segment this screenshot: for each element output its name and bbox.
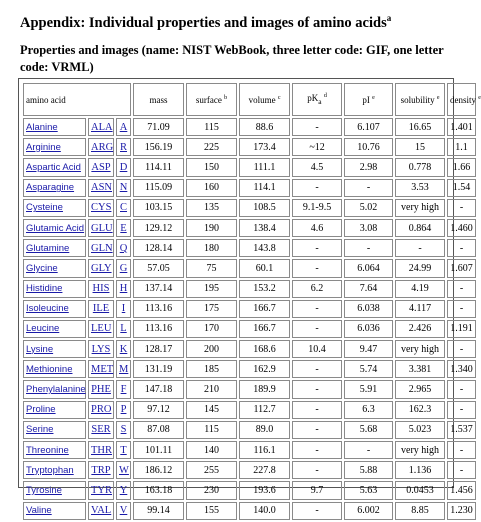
amino-acid-name-link[interactable]: Isoleucine	[26, 303, 69, 315]
volume-cell: 112.7	[239, 401, 290, 419]
gif-code-cell	[88, 401, 114, 419]
amino-acid-name-cell	[23, 481, 86, 499]
header-pka: $pK_a$ $^d$	[292, 83, 342, 116]
pi-cell: 5.02	[344, 199, 393, 217]
amino-acid-name-link[interactable]: Asparagine	[26, 182, 75, 194]
vrml-letter-cell	[116, 461, 131, 479]
gif-code-link[interactable]: TRP	[91, 464, 111, 476]
pi-cell: 6.3	[344, 401, 393, 419]
amino-acid-name-link[interactable]: Proline	[26, 404, 56, 416]
mass-cell: 129.12	[133, 219, 184, 237]
pka-cell: 9.7	[292, 481, 342, 499]
mass-cell: 113.16	[133, 300, 184, 318]
vrml-letter-link[interactable]: R	[120, 141, 128, 153]
solubility-cell: 2.965	[395, 380, 445, 398]
pka-cell: 4.6	[292, 219, 342, 237]
gif-code-link[interactable]: PHE	[91, 384, 111, 396]
header-surface: surface $^b$	[186, 83, 237, 116]
pka-cell: ~12	[292, 138, 342, 156]
table-row	[23, 360, 476, 378]
volume-cell: 89.0	[239, 421, 290, 439]
density-cell: -	[447, 401, 476, 419]
vrml-letter-cell	[116, 481, 131, 499]
amino-acid-name-link[interactable]: Lysine	[26, 343, 54, 355]
solubility-cell: 4.117	[395, 300, 445, 318]
pka-cell: -	[292, 360, 342, 378]
pka-cell: 9.1-9.5	[292, 199, 342, 217]
vrml-letter-cell	[116, 259, 131, 277]
density-cell: -	[447, 280, 476, 298]
pi-cell: 3.08	[344, 219, 393, 237]
amino-acid-name-cell	[23, 320, 86, 338]
mass-cell: 128.14	[133, 239, 184, 257]
amino-acid-name-cell	[23, 179, 86, 197]
table-row	[23, 380, 476, 398]
amino-acid-name-cell	[23, 118, 86, 136]
volume-cell: 162.9	[239, 360, 290, 378]
table-row	[23, 441, 476, 459]
surface-cell: 150	[186, 158, 237, 176]
pka-cell: -	[292, 421, 342, 439]
density-cell: 1.54	[447, 179, 476, 197]
surface-cell: 200	[186, 340, 237, 358]
vrml-letter-link[interactable]: C	[120, 202, 128, 214]
vrml-letter-cell	[116, 239, 131, 257]
amino-acid-name-link[interactable]: Cysteine	[26, 202, 63, 214]
table-row	[23, 502, 476, 520]
vrml-letter-link[interactable]: F	[120, 384, 127, 396]
amino-acid-name-cell	[23, 401, 86, 419]
vrml-letter-cell	[116, 280, 131, 298]
amino-acid-name-cell	[23, 259, 86, 277]
mass-cell: 97.12	[133, 401, 184, 419]
vrml-letter-cell	[116, 219, 131, 237]
gif-code-link[interactable]: LYS	[91, 343, 111, 355]
gif-code-link[interactable]: GLU	[91, 222, 113, 234]
solubility-cell: 24.99	[395, 259, 445, 277]
pi-cell: 5.74	[344, 360, 393, 378]
amino-acid-name-cell	[23, 461, 86, 479]
solubility-cell: very high	[395, 441, 445, 459]
density-cell: 1.66	[447, 158, 476, 176]
vrml-letter-link[interactable]: N	[119, 182, 128, 194]
gif-code-cell	[88, 300, 114, 318]
surface-cell: 230	[186, 481, 237, 499]
volume-cell: 111.1	[239, 158, 290, 176]
density-cell: -	[447, 300, 476, 318]
gif-code-cell	[88, 118, 114, 136]
volume-cell: 168.6	[239, 340, 290, 358]
pka-cell: -	[292, 259, 342, 277]
volume-cell: 60.1	[239, 259, 290, 277]
gif-code-link[interactable]: TYR	[91, 484, 112, 496]
pi-cell: 6.036	[344, 320, 393, 338]
table-row	[23, 340, 476, 358]
amino-acid-name-link[interactable]: Glutamic Acid	[26, 222, 85, 234]
solubility-cell: very high	[395, 340, 445, 358]
amino-acid-name-cell	[23, 199, 86, 217]
vrml-letter-cell	[116, 401, 131, 419]
surface-cell: 75	[186, 259, 237, 277]
pi-cell: 6.064	[344, 259, 393, 277]
surface-cell: 135	[186, 199, 237, 217]
amino-acid-name-cell	[23, 441, 86, 459]
gif-code-cell	[88, 360, 114, 378]
header-mass: mass	[133, 83, 184, 116]
density-cell: -	[447, 380, 476, 398]
pka-cell: -	[292, 441, 342, 459]
gif-code-link[interactable]: CYS	[91, 202, 112, 214]
table-row	[23, 401, 476, 419]
amino-acid-name-cell	[23, 380, 86, 398]
table-row	[23, 280, 476, 298]
gif-code-link[interactable]: PRO	[91, 404, 112, 416]
volume-cell: 166.7	[239, 320, 290, 338]
table-row	[23, 138, 476, 156]
solubility-cell: 0.778	[395, 158, 445, 176]
amino-acid-name-link[interactable]: Histidine	[26, 283, 63, 295]
amino-acid-name-cell	[23, 340, 86, 358]
pi-cell: 6.107	[344, 118, 393, 136]
density-cell: -	[447, 441, 476, 459]
mass-cell: 186.12	[133, 461, 184, 479]
table-body	[23, 118, 476, 520]
solubility-cell: 1.136	[395, 461, 445, 479]
volume-cell: 189.9	[239, 380, 290, 398]
mass-cell: 99.14	[133, 502, 184, 520]
mass-cell: 103.15	[133, 199, 184, 217]
pi-cell: 7.64	[344, 280, 393, 298]
amino-acid-name-link[interactable]: Phenylalanine	[26, 384, 86, 396]
page-title: Appendix: Individual properties and images of amino acids$^a$	[20, 13, 392, 31]
density-cell: -	[447, 239, 476, 257]
density-cell: 1.191	[447, 320, 476, 338]
mass-cell: 163.18	[133, 481, 184, 499]
properties-table	[21, 81, 481, 522]
amino-acid-name-link[interactable]: Glutamine	[26, 242, 70, 254]
mass-cell: 147.18	[133, 380, 184, 398]
solubility-cell: 5.023	[395, 421, 445, 439]
table-row	[23, 481, 476, 499]
mass-cell: 113.16	[133, 320, 184, 338]
vrml-letter-link[interactable]: M	[119, 363, 129, 375]
table-row	[23, 239, 476, 257]
gif-code-cell	[88, 441, 114, 459]
properties-table-frame	[18, 78, 481, 517]
vrml-letter-cell	[116, 421, 131, 439]
pi-cell: -	[344, 179, 393, 197]
surface-cell: 160	[186, 179, 237, 197]
solubility-cell: 3.53	[395, 179, 445, 197]
amino-acid-name-link[interactable]: Threonine	[26, 444, 69, 456]
mass-cell: 128.17	[133, 340, 184, 358]
density-cell: 1.537	[447, 421, 476, 439]
gif-code-cell	[88, 340, 114, 358]
pka-cell: -	[292, 461, 342, 479]
volume-cell: 166.7	[239, 300, 290, 318]
volume-cell: 88.6	[239, 118, 290, 136]
solubility-cell: 162.3	[395, 401, 445, 419]
mass-cell: 57.05	[133, 259, 184, 277]
vrml-letter-link[interactable]: V	[119, 505, 128, 517]
surface-cell: 225	[186, 138, 237, 156]
gif-code-link[interactable]: GLN	[91, 242, 113, 254]
gif-code-cell	[88, 239, 114, 257]
pi-cell: 6.002	[344, 502, 393, 520]
mass-cell: 115.09	[133, 179, 184, 197]
gif-code-link[interactable]: THR	[91, 444, 112, 456]
solubility-cell: 0.864	[395, 219, 445, 237]
amino-acid-name-link[interactable]: Serine	[26, 424, 54, 436]
mass-cell: 87.08	[133, 421, 184, 439]
vrml-letter-link[interactable]: D	[119, 161, 128, 173]
amino-acid-name-cell	[23, 421, 86, 439]
amino-acid-name-link[interactable]: Tyrosine	[26, 484, 62, 496]
surface-cell: 170	[186, 320, 237, 338]
density-cell: -	[447, 461, 476, 479]
pi-cell: 9.47	[344, 340, 393, 358]
surface-cell: 155	[186, 502, 237, 520]
gif-code-cell	[88, 502, 114, 520]
density-cell: 1.460	[447, 219, 476, 237]
surface-cell: 210	[186, 380, 237, 398]
mass-cell: 101.11	[133, 441, 184, 459]
gif-code-link[interactable]: ALA	[91, 121, 113, 133]
vrml-letter-cell	[116, 340, 131, 358]
solubility-cell: 3.381	[395, 360, 445, 378]
gif-code-cell	[88, 219, 114, 237]
amino-acid-name-link[interactable]: Methionine	[26, 363, 73, 375]
gif-code-link[interactable]: VAL	[91, 505, 112, 517]
pi-cell: 5.88	[344, 461, 393, 479]
table-row	[23, 421, 476, 439]
amino-acid-name-link[interactable]: Aspartic Acid	[26, 161, 81, 173]
amino-acid-name-cell	[23, 300, 86, 318]
header-solubility: solubility $^e$	[395, 83, 445, 116]
vrml-letter-link[interactable]: G	[119, 262, 128, 274]
solubility-cell: -	[395, 239, 445, 257]
amino-acid-name-link[interactable]: Valine	[26, 505, 52, 517]
surface-cell: 255	[186, 461, 237, 479]
vrml-letter-cell	[116, 441, 131, 459]
vrml-letter-link[interactable]: K	[119, 343, 128, 355]
gif-code-link[interactable]: MET	[91, 363, 114, 375]
pi-cell: 5.91	[344, 380, 393, 398]
amino-acid-name-cell	[23, 219, 86, 237]
amino-acid-name-link[interactable]: Tryptophan	[26, 464, 74, 476]
solubility-cell: 4.19	[395, 280, 445, 298]
amino-acid-name-cell	[23, 138, 86, 156]
table-row	[23, 320, 476, 338]
amino-acid-name-link[interactable]: Leucine	[26, 323, 60, 335]
vrml-letter-link[interactable]: L	[120, 323, 127, 335]
pka-cell: -	[292, 118, 342, 136]
gif-code-cell	[88, 280, 114, 298]
solubility-cell: 16.65	[395, 118, 445, 136]
vrml-letter-cell	[116, 320, 131, 338]
pka-cell: 4.5	[292, 158, 342, 176]
vrml-letter-cell	[116, 179, 131, 197]
header-density: density $^e$	[447, 83, 476, 116]
mass-cell: 156.19	[133, 138, 184, 156]
table-row	[23, 300, 476, 318]
density-cell: 1.456	[447, 481, 476, 499]
vrml-letter-cell	[116, 360, 131, 378]
vrml-letter-link[interactable]: S	[120, 424, 127, 436]
gif-code-link[interactable]: SER	[91, 424, 111, 436]
vrml-letter-cell	[116, 380, 131, 398]
table-row	[23, 118, 476, 136]
solubility-cell: 0.0453	[395, 481, 445, 499]
density-cell: -	[447, 340, 476, 358]
mass-cell: 131.19	[133, 360, 184, 378]
density-cell: 1.401	[447, 118, 476, 136]
table-row	[23, 461, 476, 479]
vrml-letter-link[interactable]: I	[121, 303, 126, 315]
vrml-letter-link[interactable]: P	[120, 404, 127, 416]
vrml-letter-link[interactable]: A	[119, 121, 128, 133]
amino-acid-name-link[interactable]: Arginine	[26, 141, 61, 153]
pi-cell: 6.038	[344, 300, 393, 318]
pi-cell: -	[344, 441, 393, 459]
volume-cell: 138.4	[239, 219, 290, 237]
vrml-letter-link[interactable]: Q	[119, 242, 128, 254]
surface-cell: 180	[186, 239, 237, 257]
vrml-letter-cell	[116, 502, 131, 520]
mass-cell: 137.14	[133, 280, 184, 298]
gif-code-cell	[88, 320, 114, 338]
pi-cell: 5.68	[344, 421, 393, 439]
vrml-letter-cell	[116, 199, 131, 217]
surface-cell: 140	[186, 441, 237, 459]
amino-acid-name-link[interactable]: Alanine	[26, 121, 58, 133]
gif-code-cell	[88, 158, 114, 176]
volume-cell: 173.4	[239, 138, 290, 156]
pka-cell: -	[292, 401, 342, 419]
volume-cell: 153.2	[239, 280, 290, 298]
gif-code-cell	[88, 461, 114, 479]
pi-cell: -	[344, 239, 393, 257]
density-cell: -	[447, 199, 476, 217]
solubility-cell: 15	[395, 138, 445, 156]
gif-code-cell	[88, 481, 114, 499]
vrml-letter-link[interactable]: H	[119, 283, 128, 295]
vrml-letter-link[interactable]: W	[119, 464, 129, 476]
volume-cell: 114.1	[239, 179, 290, 197]
table-row	[23, 219, 476, 237]
vrml-letter-cell	[116, 138, 131, 156]
density-cell: 1.1	[447, 138, 476, 156]
volume-cell: 116.1	[239, 441, 290, 459]
gif-code-link[interactable]: HIS	[92, 283, 110, 295]
table-row	[23, 179, 476, 197]
vrml-letter-cell	[116, 118, 131, 136]
table-row	[23, 259, 476, 277]
gif-code-cell	[88, 179, 114, 197]
pka-cell: -	[292, 502, 342, 520]
density-cell: 1.230	[447, 502, 476, 520]
amino-acid-name-cell	[23, 239, 86, 257]
vrml-letter-cell	[116, 300, 131, 318]
vrml-letter-link[interactable]: E	[120, 222, 127, 234]
table-header-row	[23, 83, 476, 116]
surface-cell: 175	[186, 300, 237, 318]
solubility-cell: 8.85	[395, 502, 445, 520]
gif-code-link[interactable]: ARG	[91, 141, 114, 153]
page-subtitle: Properties and images (name: NIST WebBook, three letter code: GIF, one letter code: VRML)	[20, 43, 444, 74]
vrml-letter-link[interactable]: T	[120, 444, 127, 456]
volume-cell: 108.5	[239, 199, 290, 217]
surface-cell: 190	[186, 219, 237, 237]
gif-code-cell	[88, 380, 114, 398]
amino-acid-name-cell	[23, 158, 86, 176]
gif-code-link[interactable]: ASP	[91, 161, 111, 173]
pka-cell: -	[292, 300, 342, 318]
volume-cell: 193.6	[239, 481, 290, 499]
table-row	[23, 158, 476, 176]
gif-code-cell	[88, 421, 114, 439]
solubility-cell: 2.426	[395, 320, 445, 338]
vrml-letter-cell	[116, 158, 131, 176]
pi-cell: 10.76	[344, 138, 393, 156]
pi-cell: 2.98	[344, 158, 393, 176]
pka-cell: -	[292, 380, 342, 398]
pka-cell: 6.2	[292, 280, 342, 298]
solubility-cell: very high	[395, 199, 445, 217]
volume-cell: 143.8	[239, 239, 290, 257]
header-amino-acid: amino acid	[23, 83, 131, 116]
table-row	[23, 199, 476, 217]
pka-cell: 10.4	[292, 340, 342, 358]
surface-cell: 115	[186, 118, 237, 136]
density-cell: 1.340	[447, 360, 476, 378]
amino-acid-name-cell	[23, 360, 86, 378]
pka-cell: -	[292, 320, 342, 338]
amino-acid-name-cell	[23, 502, 86, 520]
gif-code-link[interactable]: GLY	[91, 262, 112, 274]
amino-acid-name-link[interactable]: Glycine	[26, 262, 58, 274]
vrml-letter-link[interactable]: Y	[119, 484, 128, 496]
pka-cell: -	[292, 239, 342, 257]
gif-code-cell	[88, 259, 114, 277]
density-cell: 1.607	[447, 259, 476, 277]
surface-cell: 115	[186, 421, 237, 439]
pka-cell: -	[292, 179, 342, 197]
gif-code-cell	[88, 199, 114, 217]
mass-cell: 71.09	[133, 118, 184, 136]
surface-cell: 195	[186, 280, 237, 298]
gif-code-cell	[88, 138, 114, 156]
gif-code-link[interactable]: LEU	[91, 323, 112, 335]
volume-cell: 140.0	[239, 502, 290, 520]
header-volume: volume $^c$	[239, 83, 290, 116]
header-pi: pI $^e$	[344, 83, 393, 116]
volume-cell: 227.8	[239, 461, 290, 479]
gif-code-link[interactable]: ILE	[92, 303, 110, 315]
gif-code-link[interactable]: ASN	[91, 182, 113, 194]
surface-cell: 185	[186, 360, 237, 378]
mass-cell: 114.11	[133, 158, 184, 176]
amino-acid-name-cell	[23, 280, 86, 298]
pi-cell: 5.63	[344, 481, 393, 499]
surface-cell: 145	[186, 401, 237, 419]
